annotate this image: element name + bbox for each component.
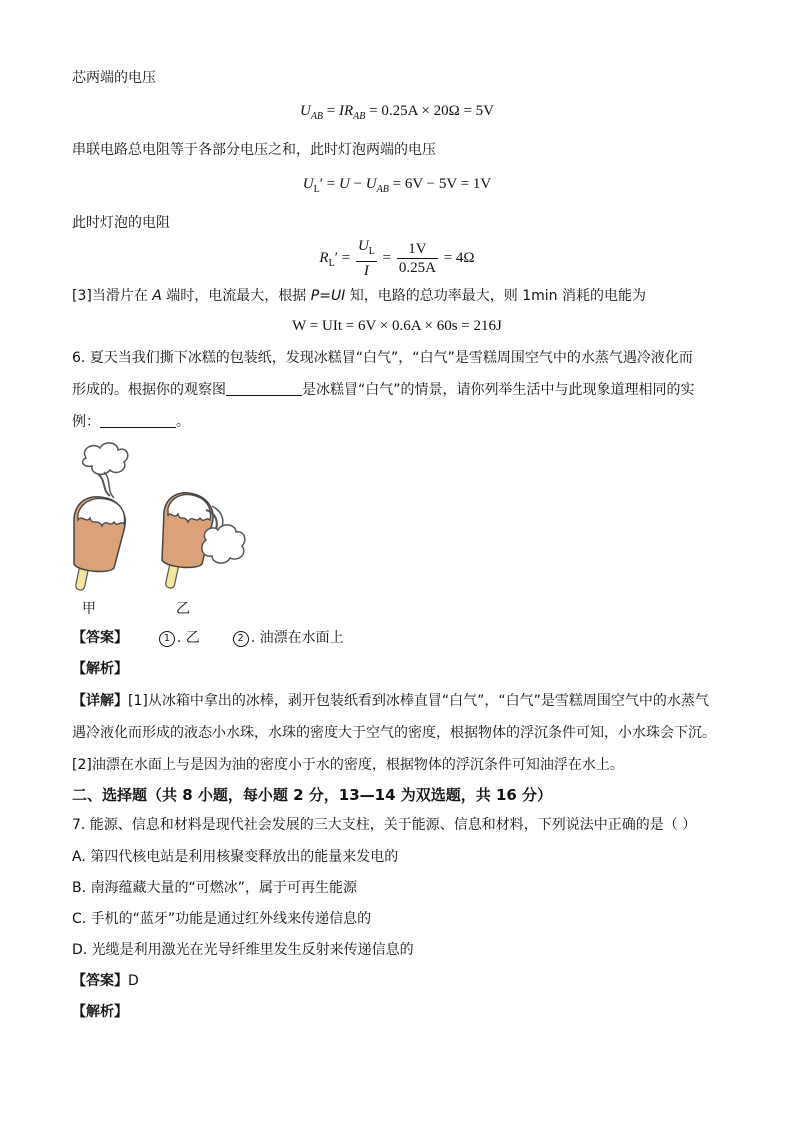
equation-uab: $U_{AB} = IR_{AB} = 0.25A \times 20\Omega = 5V$ xyxy=(299,103,495,122)
answer-blank xyxy=(226,381,302,396)
question-6-line-1: 6. 夏天当我们撕下冰糕的包装纸，发现冰糕冒“白气”，“白气”是雪糕周围空气中的水蒸气遇冷液化而 xyxy=(72,350,693,366)
popsicle-a-image xyxy=(74,443,128,591)
answer-tag: 【答案】 xyxy=(72,630,128,646)
question-6-line-3: 例： 。 xyxy=(72,414,190,430)
option-a: A. 第四代核电站是利用核聚变释放出的能量来发电的 xyxy=(72,849,399,865)
text-line: 串联电路总电阻等于各部分电压之和，此时灯泡两端的电压 xyxy=(72,142,436,158)
question-6-line-2: 形成的。根据你的观察图 是冰糕冒“白气”的情景，请你列举生活中与此现象道理相同的实 xyxy=(72,382,695,398)
option-c: C. 手机的“蓝牙”功能是通过红外线来传递信息的 xyxy=(72,911,372,927)
figure-label-a: 甲 xyxy=(82,601,96,617)
number-marker: 1 xyxy=(159,631,175,647)
equation-w: W = UIt = 6V × 0.6A × 60s = 216J xyxy=(292,318,502,334)
option-d: D. 光缆是利用激光在光导纤维里发生反射来传递信息的 xyxy=(72,942,414,958)
answer-line: 【答案】D xyxy=(72,973,139,989)
question-7-stem: 7. 能源、信息和材料是现代社会发展的三大支柱，关于能源、信息和材料，下列说法中正确的是（ ） xyxy=(72,817,697,833)
answer-blank xyxy=(100,413,176,428)
detail-line-1: 【详解】[1]从冰箱中拿出的冰棒，剥开包装纸看到冰棒直冒“白气”，“白气”是雪糕周围空气中的水蒸气 xyxy=(72,693,709,709)
option-b: B. 南海蕴藏大量的“可燃冰”，属于可再生能源 xyxy=(72,880,358,896)
analysis-tag: 【解析】 xyxy=(72,661,128,677)
figure-label-b: 乙 xyxy=(176,601,190,617)
text-line: [3]当滑片在 A 端时，电流最大，根据 P=UI 知，电路的总功率最大，则 1min 消耗的电能为 xyxy=(72,288,646,304)
detail-line-2: 遇冷液化而形成的液态小水珠，水珠的密度大于空气的密度，根据物体的浮沉条件可知，小水珠会下沉。 xyxy=(72,725,716,741)
popsicle-figure xyxy=(66,440,256,595)
equation-ul: $U_L' = U - U_{AB} = 6V - 5V = 1V$ xyxy=(302,176,492,195)
section-heading: 二、选择题（共 8 小题，每小题 2 分，13—14 为双选题，共 16 分） xyxy=(72,786,553,804)
number-marker: 2 xyxy=(233,631,249,647)
analysis-tag: 【解析】 xyxy=(72,1004,128,1020)
text-line: 此时灯泡的电阻 xyxy=(72,215,170,231)
popsicle-b-image xyxy=(162,493,245,589)
detail-line-3: [2]油漂在水面上与是因为油的密度小于水的密度，根据物体的浮沉条件可知油浮在水上。 xyxy=(72,757,624,773)
equation-rl: $R_L'$ = $\frac{U_L}{I}$ = $\frac{1V}{0.25A}$ = 4Ω xyxy=(319,238,475,279)
text-line: 芯两端的电压 xyxy=(72,70,156,86)
answer-line: 【答案】 1 . 乙 2 . 油漂在水面上 xyxy=(72,630,344,646)
